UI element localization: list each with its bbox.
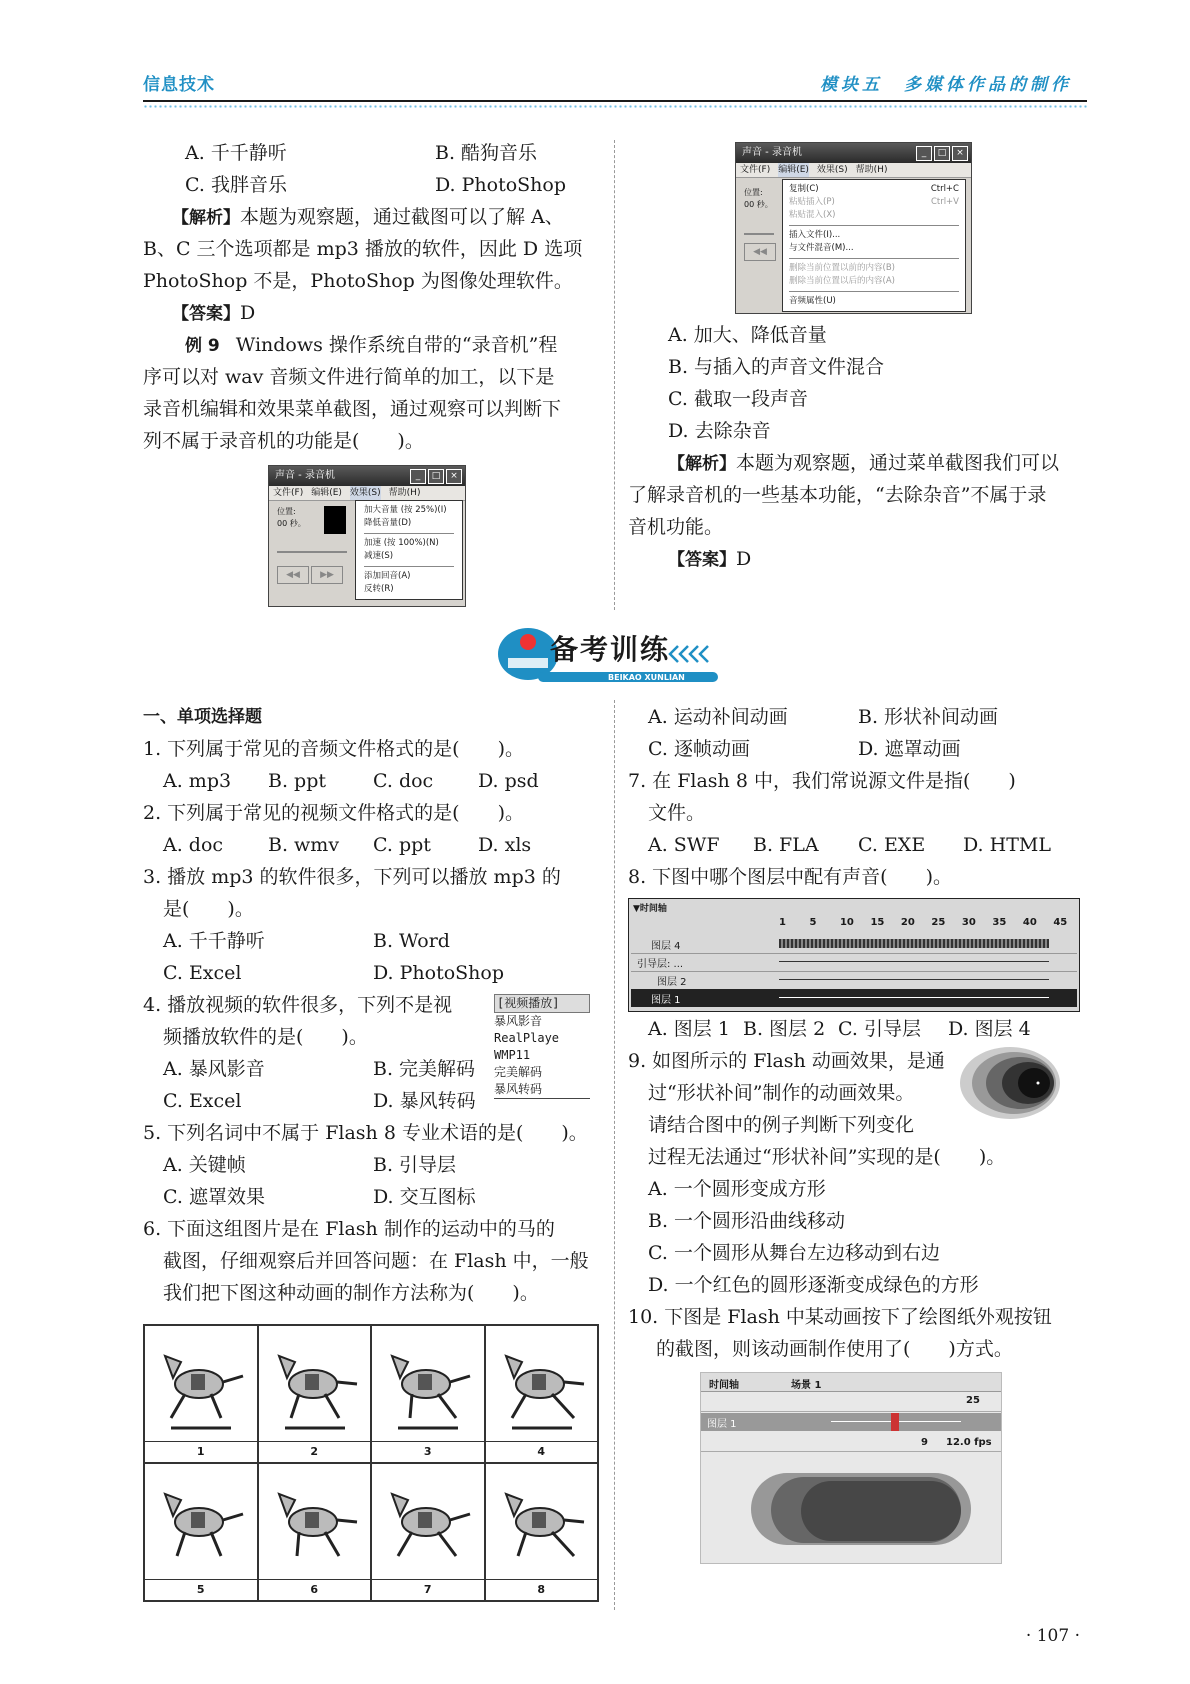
window-title: 声音 - 录音机 bbox=[275, 470, 335, 481]
analysis-text: 本题为观察题，通过菜单截图我们可以 bbox=[736, 452, 1060, 474]
q9-option-c: C. 一个圆形从舞台左边移动到右边 bbox=[648, 1242, 940, 1264]
minimize-icon: _ bbox=[916, 146, 932, 161]
edit-menu-item: 复制(C) Ctrl+C bbox=[789, 184, 959, 194]
rewind-icon: ◀◀ bbox=[277, 566, 309, 584]
q6-stem: 6. 下面这组图片是在 Flash 制作的运动中的马的 bbox=[143, 1218, 555, 1240]
edit-menu-item: 粘贴插入(P) Ctrl+V bbox=[789, 197, 959, 207]
horse-frame bbox=[258, 1325, 372, 1463]
video-player-list bbox=[494, 994, 590, 1099]
layer-name: 图层 1 bbox=[707, 1419, 737, 1430]
q6-option-d: D. 遮罩动画 bbox=[858, 738, 961, 760]
q5-option-b: B. 引导层 bbox=[373, 1154, 457, 1176]
example-text: Windows 操作系统自带的“录音机”程 bbox=[235, 334, 558, 356]
q4-option-d: D. 暴风转码 bbox=[373, 1090, 476, 1112]
frame-tick: 45 bbox=[1053, 917, 1068, 928]
example-text: 列不属于录音机的功能是( )。 bbox=[143, 430, 424, 452]
horse-drawing bbox=[265, 1470, 365, 1570]
horse-drawing bbox=[265, 1332, 365, 1432]
q6-option-c: C. 逐帧动画 bbox=[648, 738, 750, 760]
menu-help: 帮助(H) bbox=[855, 165, 888, 175]
q1-option-d: D. psd bbox=[478, 770, 539, 792]
position-readout: 位置: 00 秒。 bbox=[744, 188, 773, 209]
frame-tick: 35 bbox=[992, 917, 1007, 928]
menu-edit: 编辑(E) bbox=[311, 488, 342, 498]
maximize-icon: □ bbox=[934, 146, 950, 161]
edit-menu-item: 与文件混音(M)... bbox=[789, 243, 854, 253]
q7-option-c: C. EXE bbox=[858, 834, 926, 856]
q10-onion-skin-figure bbox=[700, 1372, 1002, 1564]
edit-menu-item: 删除当前位置以后的内容(A) bbox=[789, 276, 895, 286]
q9-option-a: A. 一个圆形变成方形 bbox=[648, 1178, 826, 1200]
layer-row-selected: 图层 1 bbox=[631, 989, 1077, 1007]
edit-menu-item: 插入文件(I)... bbox=[789, 230, 841, 240]
q2-option-c: C. ppt bbox=[373, 834, 431, 856]
q1-stem: 1. 下列属于常见的音频文件格式的是( )。 bbox=[143, 738, 524, 760]
current-frame: 9 bbox=[921, 1437, 928, 1448]
option-d: D. PhotoShop bbox=[435, 174, 567, 196]
q7-option-b: B. FLA bbox=[753, 834, 819, 856]
q4-stem: 4. 播放视频的软件很多，下列不是视 bbox=[143, 994, 453, 1016]
analysis-text: 了解录音机的一些基本功能，“去除杂音”不属于录 bbox=[628, 484, 1047, 506]
list-item: RealPlaye bbox=[494, 1031, 560, 1045]
q4-option-a: A. 暴风影音 bbox=[163, 1058, 265, 1080]
q1-option-b: B. ppt bbox=[268, 770, 327, 792]
example-text: 序可以对 wav 音频文件进行简单的加工，以下是 bbox=[143, 366, 555, 388]
timeline-status bbox=[701, 1435, 1001, 1452]
horse-drawing bbox=[378, 1332, 478, 1432]
q2-option-d: D. xls bbox=[478, 834, 532, 856]
q9-stem: 过程无法通过“形状补间”实现的是( )。 bbox=[648, 1146, 1006, 1168]
timeline-label: ▼时间轴 bbox=[633, 904, 667, 914]
layer-row-selected bbox=[701, 1413, 1001, 1431]
frame-number: 7 bbox=[372, 1579, 484, 1600]
q4-option-b: B. 完美解码 bbox=[373, 1058, 476, 1080]
q6-stem: 我们把下图这种动画的制作方法称为( )。 bbox=[163, 1282, 539, 1304]
option-a: A. 加大、降低音量 bbox=[668, 324, 827, 346]
horse-frame bbox=[371, 1463, 485, 1601]
layer-rows bbox=[631, 935, 1077, 1009]
example-text: 录音机编辑和效果菜单截图，通过观察可以判断下 bbox=[143, 398, 562, 420]
q5-option-a: A. 关键帧 bbox=[163, 1154, 246, 1176]
answer-value: D bbox=[240, 302, 256, 324]
answer-tag: 【答案】 bbox=[668, 550, 736, 570]
analysis-tag: 【解析】 bbox=[172, 208, 240, 228]
list-item: 暴风影音 bbox=[494, 1014, 543, 1028]
layer-row: 引导层: ... bbox=[631, 953, 1077, 972]
frame-tick: 1 bbox=[779, 917, 786, 928]
frame-tick: 40 bbox=[1022, 917, 1037, 928]
menu-separator bbox=[789, 291, 959, 292]
q5-stem: 5. 下列名词中不属于 Flash 8 专业术语的是( )。 bbox=[143, 1122, 588, 1144]
q3-stem: 是( )。 bbox=[163, 898, 254, 920]
column-divider-top bbox=[614, 140, 615, 610]
q3-stem: 3. 播放 mp3 的软件很多，下列可以播放 mp3 的 bbox=[143, 866, 561, 888]
q2-stem: 2. 下列属于常见的视频文件格式的是( )。 bbox=[143, 802, 524, 824]
q3-option-d: D. PhotoShop bbox=[373, 962, 505, 984]
onion-skin-shape bbox=[741, 1463, 981, 1553]
q4-stem: 频播放软件的是( )。 bbox=[163, 1026, 368, 1048]
menu-file: 文件(F) bbox=[273, 488, 304, 498]
analysis-text: B、C 三个选项都是 mp3 播放的软件，因此 D 选项 bbox=[143, 238, 583, 260]
q10-stem: 的截图，则该动画制作使用了( )方式。 bbox=[656, 1338, 1013, 1360]
q9-stem: 9. 如图所示的 Flash 动画效果，是通 bbox=[628, 1050, 945, 1072]
frame-tick: 25 bbox=[931, 917, 946, 928]
frame-number: 5 bbox=[145, 1579, 257, 1600]
timeline-tabs bbox=[701, 1373, 1001, 1392]
q6-option-b: B. 形状补间动画 bbox=[858, 706, 999, 728]
horse-frame bbox=[144, 1325, 258, 1463]
q3-option-a: A. 千千静听 bbox=[163, 930, 265, 952]
horse-frame bbox=[485, 1325, 599, 1463]
horse-frame bbox=[144, 1463, 258, 1601]
q8-stem: 8. 下图中哪个图层中配有声音( )。 bbox=[628, 866, 952, 888]
list-title: [视频播放] bbox=[494, 994, 590, 1013]
section-banner bbox=[490, 620, 730, 688]
q8-option-c: C. 引导层 bbox=[838, 1018, 921, 1040]
analysis-text: 本题为观察题，通过截图可以了解 A、 bbox=[240, 206, 564, 228]
option-a: A. 千千静听 bbox=[185, 142, 287, 164]
horse-frame bbox=[371, 1325, 485, 1463]
option-c: C. 截取一段声音 bbox=[668, 388, 808, 410]
horse-drawing bbox=[492, 1470, 592, 1570]
q9-option-b: B. 一个圆形沿曲线移动 bbox=[648, 1210, 846, 1232]
menu-help: 帮助(H) bbox=[388, 488, 421, 498]
list-item: 暴风转码 bbox=[494, 1082, 543, 1096]
q1-option-a: A. mp3 bbox=[163, 770, 232, 792]
frame-rate: 12.0 fps bbox=[946, 1437, 992, 1448]
q9-stem: 请结合图中的例子判断下列变化 bbox=[648, 1114, 915, 1136]
frame-tick: 20 bbox=[900, 917, 915, 928]
q7-stem: 7. 在 Flash 8 中，我们常说源文件是指( ) bbox=[628, 770, 1016, 792]
q7-option-d: D. HTML bbox=[963, 834, 1051, 856]
position-readout: 位置: 00 秒。 bbox=[277, 507, 306, 528]
q5-option-c: C. 遮罩效果 bbox=[163, 1186, 265, 1208]
recorder-window-small bbox=[268, 465, 466, 607]
analysis-tag: 【解析】 bbox=[668, 454, 736, 474]
q9-shape-tween-figure bbox=[958, 1045, 1076, 1125]
horse-drawing bbox=[492, 1332, 592, 1432]
option-c: C. 我胖音乐 bbox=[185, 174, 287, 196]
close-icon: × bbox=[952, 146, 968, 161]
q3-option-c: C. Excel bbox=[163, 962, 242, 984]
list-item: WMP11 bbox=[494, 1048, 531, 1062]
q5-option-d: D. 交互图标 bbox=[373, 1186, 476, 1208]
page-number: · 107 · bbox=[1025, 1626, 1080, 1646]
forward-icon: ▶▶ bbox=[311, 566, 343, 584]
q6-stem: 截图，仔细观察后并回答问题：在 Flash 中，一般 bbox=[163, 1250, 589, 1272]
tab-timeline: 时间轴 bbox=[709, 1380, 739, 1391]
answer-value: D bbox=[736, 548, 752, 570]
menu-separator bbox=[789, 258, 959, 259]
q7-stem: 文件。 bbox=[648, 802, 706, 824]
q9-option-d: D. 一个红色的圆形逐渐变成绿色的方形 bbox=[648, 1274, 979, 1296]
maximize-icon: □ bbox=[428, 469, 444, 484]
example-label: 例 9 bbox=[185, 336, 220, 356]
menu-separator bbox=[789, 225, 959, 226]
header-dot-rule bbox=[143, 105, 1087, 108]
analysis-text: 音机功能。 bbox=[628, 516, 724, 538]
menu-effects: 效果(S) bbox=[816, 165, 848, 175]
recorder-window-edit bbox=[735, 142, 972, 314]
frame-tick: 5 bbox=[809, 917, 817, 928]
frame-tick: 25 bbox=[966, 1395, 980, 1406]
frame-number: 1 bbox=[145, 1441, 257, 1462]
frame-number: 6 bbox=[259, 1579, 371, 1600]
q3-option-b: B. Word bbox=[373, 930, 450, 952]
q1-option-c: C. doc bbox=[373, 770, 434, 792]
edit-menu-item: 粘贴混入(X) bbox=[789, 210, 836, 220]
banner-pinyin: BEIKAO XUNLIAN bbox=[608, 673, 685, 682]
q8-timeline-figure bbox=[628, 898, 1080, 1012]
waveform-display bbox=[324, 506, 346, 534]
q10-stem: 10. 下图是 Flash 中某动画按下了绘图纸外观按钮 bbox=[628, 1306, 1052, 1328]
analysis-text: PhotoShop 不是，PhotoShop 为图像处理软件。 bbox=[143, 270, 573, 292]
horse-drawing bbox=[151, 1332, 251, 1432]
rewind-icon: ◀◀ bbox=[744, 243, 776, 261]
horse-frame bbox=[258, 1463, 372, 1601]
header-subject: 信息技术 bbox=[143, 75, 215, 95]
option-d: D. 去除杂音 bbox=[668, 420, 771, 442]
minimize-icon: _ bbox=[410, 469, 426, 484]
q7-option-a: A. SWF bbox=[648, 834, 720, 856]
q8-option-a: A. 图层 1 bbox=[648, 1018, 730, 1040]
header-module: 模块五 多媒体作品的制作 bbox=[820, 75, 1072, 95]
layer-row: 图层 4 bbox=[631, 935, 1077, 954]
frame-tick: 15 bbox=[870, 917, 885, 928]
q2-option-b: B. wmv bbox=[268, 834, 340, 856]
tab-scene: 场景 1 bbox=[791, 1380, 822, 1391]
frame-number: 2 bbox=[259, 1441, 371, 1462]
q8-option-d: D. 图层 4 bbox=[948, 1018, 1031, 1040]
frame-number: 8 bbox=[486, 1579, 598, 1600]
edit-menu-item: 删除当前位置以前的内容(B) bbox=[789, 263, 895, 273]
edit-menu-item: 音频属性(U) bbox=[789, 296, 836, 306]
seek-bar bbox=[744, 233, 774, 235]
option-b: B. 与插入的声音文件混合 bbox=[668, 356, 885, 378]
frame-ruler bbox=[779, 917, 1074, 931]
effects-menu: 加大音量 (按 25%)(I) 降低音量(D) 加速 (按 100%)(N) 减速(S) 添加回音(A) 反转(R) bbox=[355, 500, 463, 600]
q2-option-a: A. doc bbox=[163, 834, 224, 856]
frame-number: 4 bbox=[486, 1441, 598, 1462]
frame-tick: 10 bbox=[839, 917, 854, 928]
menu-file: 文件(F) bbox=[740, 165, 771, 175]
menu-effects: 效果(S) bbox=[349, 488, 381, 498]
q6-option-a: A. 运动补间动画 bbox=[648, 706, 788, 728]
option-b: B. 酷狗音乐 bbox=[435, 142, 538, 164]
close-icon: × bbox=[446, 469, 462, 484]
banner-title: 备考训练 bbox=[550, 633, 671, 666]
horse-frames-figure bbox=[143, 1324, 599, 1602]
column-divider-bottom bbox=[614, 700, 615, 1610]
q8-option-b: B. 图层 2 bbox=[743, 1018, 826, 1040]
horse-drawing bbox=[378, 1470, 478, 1570]
edit-menu bbox=[782, 179, 966, 312]
seek-bar bbox=[277, 551, 347, 553]
window-title: 声音 - 录音机 bbox=[742, 147, 802, 158]
header-rule bbox=[143, 100, 1087, 102]
list-item: 完美解码 bbox=[494, 1065, 543, 1079]
frame-number: 3 bbox=[372, 1441, 484, 1462]
horse-frame bbox=[485, 1463, 599, 1601]
q9-stem: 过“形状补间”制作的动画效果。 bbox=[648, 1082, 915, 1104]
horse-drawing bbox=[151, 1470, 251, 1570]
answer-tag: 【答案】 bbox=[172, 304, 240, 324]
q4-option-c: C. Excel bbox=[163, 1090, 242, 1112]
section-title: 一、单项选择题 bbox=[143, 707, 262, 727]
frame-tick: 30 bbox=[961, 917, 976, 928]
layer-row: 图层 2 bbox=[631, 971, 1077, 990]
menu-edit: 编辑(E) bbox=[778, 165, 809, 175]
frame-ruler bbox=[701, 1393, 1001, 1412]
